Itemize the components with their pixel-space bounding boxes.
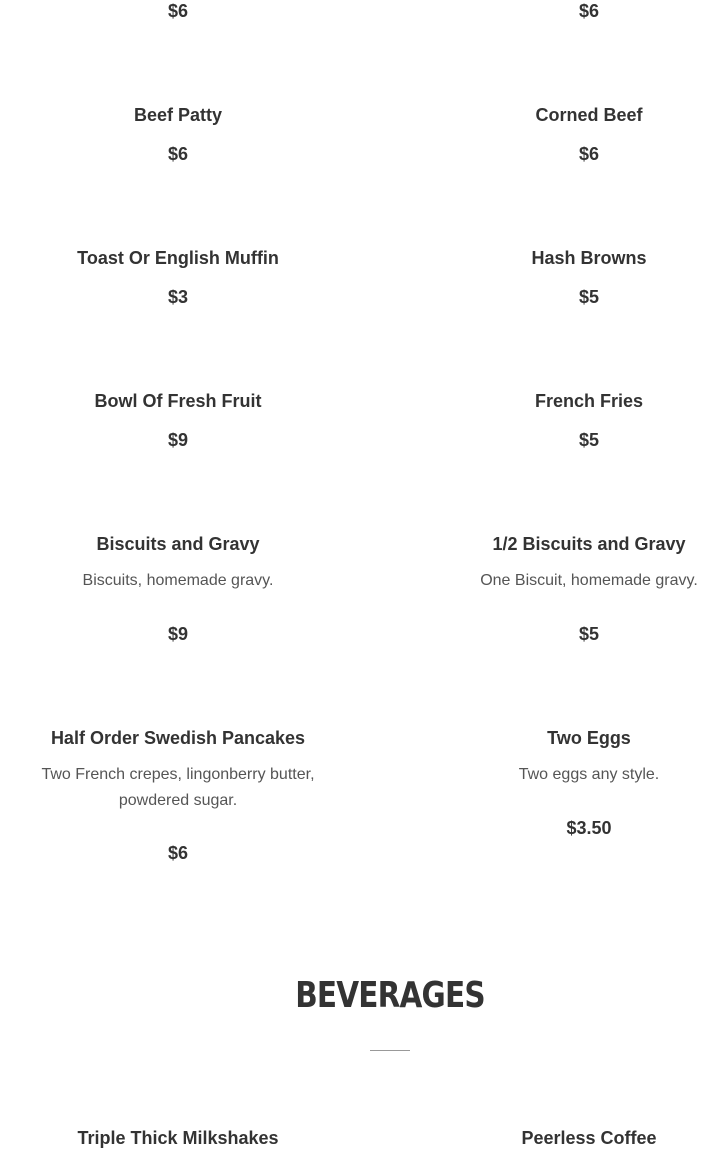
item-price: $9 (167, 624, 189, 644)
item-name: Peerless Coffee (521, 1128, 657, 1148)
item-name: Toast Or English Muffin (77, 248, 279, 268)
item-name: 1/2 Biscuits and Gravy (492, 534, 686, 554)
item-price: $5 (578, 624, 600, 644)
item-price: $9 (167, 430, 189, 450)
item-name: Beef Patty (133, 105, 223, 125)
item-description: Biscuits, homemade gravy. (82, 572, 274, 589)
item-description: One Biscuit, homemade gravy. (480, 572, 698, 589)
item-price: $6 (167, 144, 189, 164)
item-description: Two French crepes, lingonberry butter, powdered sugar. (41, 766, 315, 809)
item-price: $6 (167, 1, 189, 21)
item-name: Triple Thick Milkshakes (77, 1128, 279, 1148)
item-name: Bowl Of Fresh Fruit (94, 391, 262, 411)
item-name: Corned Beef (535, 105, 643, 125)
item-name: Two Eggs (547, 728, 631, 748)
item-price: $6 (578, 144, 600, 164)
item-price: $3 (167, 287, 189, 307)
item-description: Two eggs any style. (518, 766, 660, 783)
item-price: $6 (167, 843, 189, 863)
section-heading-beverages: BEVERAGES (295, 975, 485, 1016)
item-price: $6 (578, 1, 600, 21)
item-price: $5 (578, 287, 600, 307)
item-name: French Fries (534, 391, 644, 411)
item-name: Half Order Swedish Pancakes (50, 728, 306, 748)
item-price: $5 (578, 430, 600, 450)
item-price: $3.50 (566, 818, 612, 838)
section-divider (370, 1050, 410, 1051)
item-name: Hash Browns (531, 248, 647, 268)
item-name: Biscuits and Gravy (96, 534, 260, 554)
